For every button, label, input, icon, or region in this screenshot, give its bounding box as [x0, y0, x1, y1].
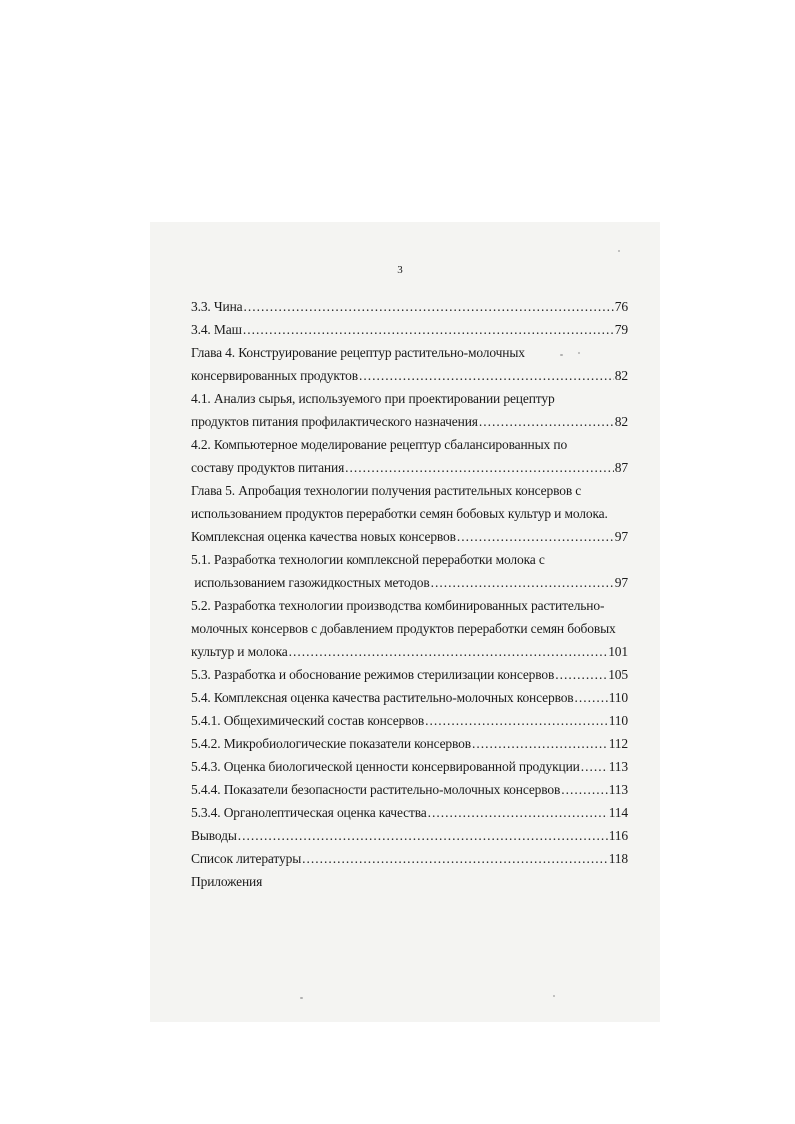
- toc-entry-page: 82: [614, 368, 628, 383]
- toc-entry: [191, 732, 628, 755]
- toc-entry-title: 4.2. Компьютерное моделирование рецептур сбалансированных по: [191, 437, 568, 452]
- toc-entry-title: Глава 5. Апробация технологии получения растительных консервов с: [191, 483, 582, 498]
- toc-entry: [191, 525, 628, 548]
- toc-entry-title: Комплексная оценка качества новых консервов: [191, 529, 456, 544]
- toc-entry: [191, 341, 628, 364]
- toc-entry: [191, 640, 628, 663]
- toc-entry: [191, 778, 628, 801]
- toc-entry-title: 5.4. Комплексная оценка качества растительно-молочных консервов: [191, 690, 574, 705]
- toc-entry-title: 5.3.4. Органолептическая оценка качества: [191, 805, 427, 820]
- toc-entry: [191, 433, 628, 456]
- table-of-contents: [191, 295, 628, 893]
- toc-entry: [191, 387, 628, 410]
- toc-entry: [191, 479, 628, 502]
- scan-speck: [553, 995, 555, 997]
- toc-entry-title: продуктов питания профилактического назначения: [191, 414, 478, 429]
- toc-entry: [191, 318, 628, 341]
- toc-entry-page: 97: [614, 575, 628, 590]
- toc-entry-page: 118: [608, 851, 628, 866]
- toc-entry-title: 5.2. Разработка технологии производства комбинированных растительно-: [191, 598, 605, 613]
- toc-entry: [191, 410, 628, 433]
- page-number: 3: [397, 264, 403, 276]
- toc-entry-page: 82: [614, 414, 628, 429]
- toc-entry: [191, 502, 628, 525]
- scan-speck: [300, 997, 303, 999]
- toc-entry: [191, 755, 628, 778]
- scan-speck: [578, 352, 580, 354]
- toc-entry-page: 87: [614, 460, 628, 475]
- toc-entry-title: Глава 4. Конструирование рецептур растительно-молочных: [191, 345, 525, 360]
- toc-entry-title: консервированных продуктов: [191, 368, 358, 383]
- toc-entry: [191, 709, 628, 732]
- toc-entry: [191, 686, 628, 709]
- toc-entry: [191, 870, 628, 893]
- toc-entry-title: использованием продуктов переработки семян бобовых культур и молока.: [191, 506, 608, 521]
- toc-entry-page: 113: [608, 782, 628, 797]
- toc-entry-title: Приложения: [191, 874, 263, 889]
- toc-entry-page: 110: [608, 690, 628, 705]
- toc-entry: [191, 295, 628, 318]
- toc-entry-page: 110: [608, 713, 628, 728]
- toc-entry-title: 5.4.1. Общехимический состав консервов: [191, 713, 425, 728]
- toc-entry-title: использованием газожидкостных методов: [191, 575, 430, 590]
- toc-entry-title: 4.1. Анализ сырья, используемого при проектировании рецептур: [191, 391, 555, 406]
- toc-entry-title: 5.4.4. Показатели безопасности растительно-молочных консервов: [191, 782, 561, 797]
- toc-entry-page: 76: [614, 299, 628, 314]
- toc-entry-title: 5.4.2. Микробиологические показатели консервов: [191, 736, 471, 751]
- toc-entry-title: 3.4. Маш: [191, 322, 242, 337]
- toc-entry-page: 79: [614, 322, 628, 337]
- toc-entry: [191, 456, 628, 479]
- toc-entry-page: 112: [608, 736, 628, 751]
- toc-entry-page: 116: [608, 828, 628, 843]
- toc-entry: [191, 364, 628, 387]
- toc-entry: [191, 824, 628, 847]
- toc-entry-title: культур и молока: [191, 644, 288, 659]
- toc-entry-title: Выводы: [191, 828, 237, 843]
- toc-entry-page: 101: [608, 644, 628, 659]
- scan-speck: [618, 250, 620, 252]
- toc-entry-title: 5.3. Разработка и обоснование режимов стерилизации консервов: [191, 667, 555, 682]
- toc-entry: [191, 571, 628, 594]
- toc-entry: [191, 847, 628, 870]
- scan-speck: [560, 354, 563, 356]
- toc-entry-page: 114: [608, 805, 628, 820]
- toc-entry: [191, 663, 628, 686]
- toc-entry: [191, 548, 628, 571]
- toc-entry-title: составу продуктов питания: [191, 460, 345, 475]
- toc-entry-page: 97: [614, 529, 628, 544]
- toc-entry-title: молочных консервов с добавлением продуктов переработки семян бобовых: [191, 621, 616, 636]
- toc-entry: [191, 801, 628, 824]
- toc-entry: [191, 594, 628, 617]
- toc-entry-page: 105: [608, 667, 628, 682]
- toc-entry-title: 5.1. Разработка технологии комплексной переработки молока с: [191, 552, 545, 567]
- toc-entry-title: Список литературы: [191, 851, 302, 866]
- toc-entry-title: 3.3. Чина: [191, 299, 243, 314]
- toc-entry-title: 5.4.3. Оценка биологической ценности консервированной продукции: [191, 759, 580, 774]
- toc-entry-page: 113: [608, 759, 628, 774]
- toc-entry: [191, 617, 628, 640]
